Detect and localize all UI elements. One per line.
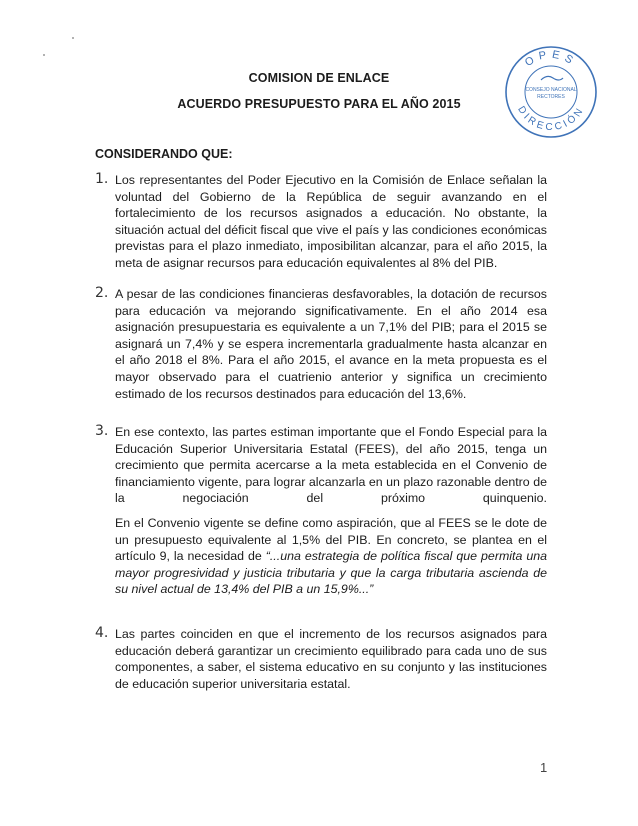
stamp-top-text: OPES [522,48,580,70]
item-number: 1. [95,171,109,187]
stamp-bottom-text: DIRECCIÓN [515,104,587,134]
item-paragraph-3-followup [115,515,547,598]
item-paragraph-4: Las partes coinciden en que el incremento de los recursos asignados para educación deberá garantizar un crecimiento equilibrado para cada uno de sus componentes, a saber, el sistema educativo en su conjunto y las instituciones de educación superior universitaria estatal. [115,627,547,691]
scan-speck [72,37,74,39]
opes-stamp [503,44,599,140]
convenio-quote: “...una estrategia de política fiscal que permita una mayor progresividad y justicia tributaria y que la carga tributaria ascienda de su nivel actual de 13,4% del PIB a un 15,9%...” [115,549,547,597]
item-paragraph-1: Los representantes del Poder Ejecutivo en la Comisión de Enlace señalan la voluntad del Gobierno de la República de seguir avanzando en el fortalecimiento de los recursos asignados a educación. No obstante, la situación actual del déficit fiscal que vive el país y las condiciones económicas previstas para el plazo inmediato, imposibilitan alcanzar, para el año 2015, la meta de asignar recursos para educación equivalentes al 8% del PIB. [115,173,547,270]
item-number: 4. [95,625,109,641]
item-number: 3. [95,423,109,439]
item-number: 2. [95,285,109,301]
stamp-inner-line2: RECTORES [537,94,565,100]
document-title: COMISION DE ENLACE [248,71,390,85]
section-heading: CONSIDERANDO QUE: [95,147,233,161]
document-subtitle: ACUERDO PRESUPUESTO PARA EL AÑO 2015 [177,97,461,111]
item-paragraph-3: En ese contexto, las partes estiman importante que el Fondo Especial para la Educación Superior Universitaria Estatal (FEES), del año 2015, tenga un crecimiento que permita acercarse a la meta establecida en el Convenio de financiamiento vigente, para lograr alcanzarla en un plazo razonable dentro de la negociación del próximo quinquenio. [115,425,547,506]
page-number: 1 [540,760,548,775]
item-paragraph-2: A pesar de las condiciones financieras desfavorables, la dotación de recursos para educación va mejorando significativamente. En el año 2014 esa asignación presupuestaria es equivalente a un 7,1% del PIB; para el 2015 se asignará un 7,4% y se espera incrementarla gradualmente hasta alcanzar en el año 2018 el 8%. Para el año 2015, el avance en la meta propuesta es el mayor observado para el cuatrienio anterior y significa un crecimiento estimado de los recursos destinados para educación del 13,6%. [115,287,547,401]
scan-speck [43,54,45,56]
followup-text: En el Convenio vigente se define como aspiración, que al FEES se le dote de un presupuesto equivalente al 1,5% del PIB. En concreto, se plantea en el artículo 9, la necesidad de [115,516,547,564]
stamp-inner-line1: CONSEJO NACIONAL [525,87,577,93]
